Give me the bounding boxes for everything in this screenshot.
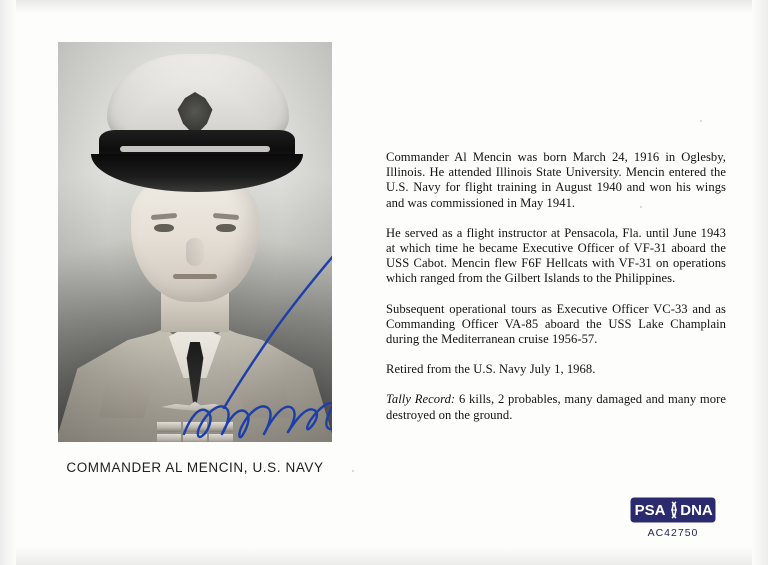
- bio-paragraph-1: Commander Al Mencin was born March 24, 1916 in Oglesby, Illinois. He attended Illinois State University. Mencin entered the U.S. Navy for flight training in August 1940 and won his wings and was commissioned in May 1941.: [386, 150, 726, 210]
- bio-paragraph-4: Retired from the U.S. Navy July 1, 1968.: [386, 362, 596, 377]
- tally-record-text: 6 kills, 2 probables, many damaged and many more destroyed on the ground.: [386, 392, 726, 422]
- photo-caption: COMMANDER AL MENCIN, U.S. NAVY: [66, 460, 324, 475]
- paper-speck: [352, 470, 354, 472]
- psa-dna-authentication-stamp: [630, 497, 716, 539]
- nose: [186, 238, 204, 266]
- eye-right: [216, 224, 236, 232]
- photo-block: [58, 42, 332, 475]
- service-ribbons: [157, 422, 233, 442]
- bio-paragraph-2: He served as a flight instructor at Pensacola, Fla. until June 1943 at which time he became Executive Officer of VF-31 aboard the USS Cabot. Mencin flew F6F Hellcats with VF-31 on operations which ranged from the Gilbert Islands to the Philippines.: [386, 225, 726, 286]
- bio-paragraph-3: Subsequent operational tours as Executive Officer VC-33 and as Commanding Officer VA-85 aboard the USS Lake Champlain during the Mediterranean cruise 1956-57.: [386, 301, 726, 347]
- paper-speck: [700, 120, 702, 122]
- portrait-photo: [58, 42, 332, 442]
- svg-text:PSA: PSA: [634, 502, 666, 519]
- svg-text:DNA: DNA: [680, 502, 713, 519]
- tally-record-label: Tally Record:: [386, 392, 456, 407]
- biography-text: [386, 150, 726, 423]
- eye-left: [154, 224, 174, 232]
- paper-edge-top: [0, 0, 768, 14]
- psa-dna-logo-icon: [630, 497, 716, 523]
- mouth: [173, 274, 217, 279]
- paper-edge-left: [0, 0, 16, 565]
- tally-record-paragraph: [386, 392, 726, 422]
- paper-edge-right: [752, 0, 768, 565]
- paper-edge-bottom: [0, 547, 768, 565]
- psa-certification-serial: AC42750: [647, 527, 699, 539]
- navy-cap-chin-strap: [120, 146, 270, 152]
